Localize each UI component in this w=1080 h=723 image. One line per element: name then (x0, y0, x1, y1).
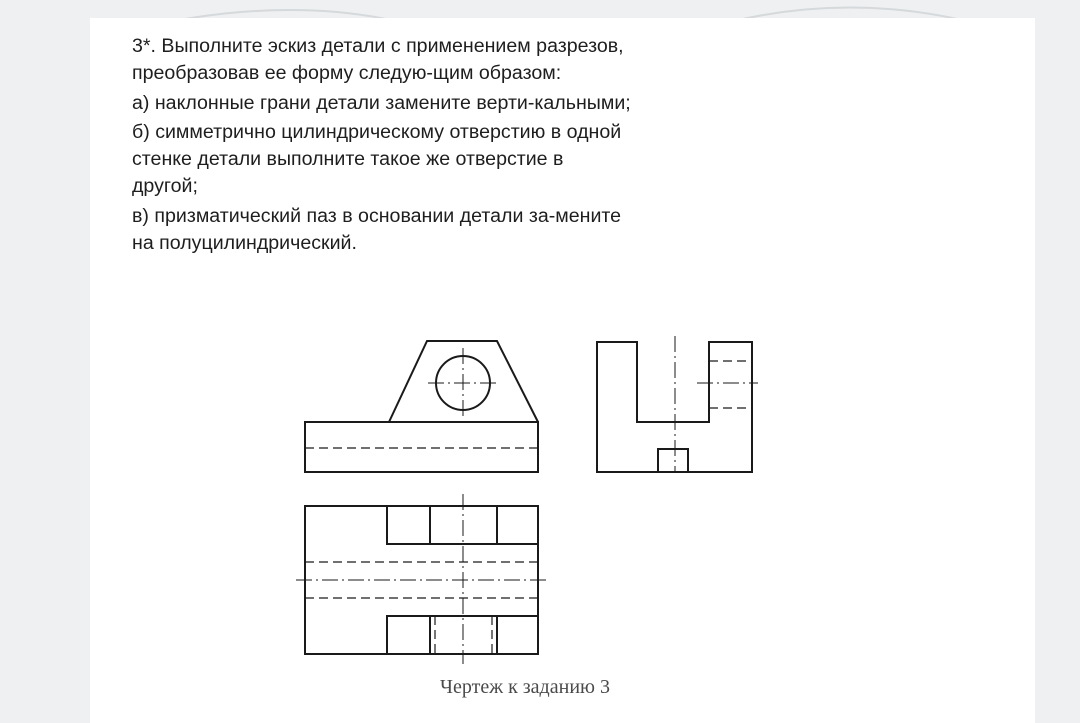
task-text (132, 33, 632, 256)
front-view (305, 341, 538, 472)
task-item-b: б) симметрично цилиндрическому отверстию в одной стенке детали выполните такое же отверстие в другой; (132, 121, 622, 197)
drawing-caption: Чертеж к заданию 3 (440, 676, 610, 698)
task-intro: 3*. Выполните эскиз детали с применением разрезов, преобразовав ее форму следую-щим образом: (132, 35, 624, 84)
task-item-a: а) наклонные грани детали замените верти-кальными; (132, 91, 631, 114)
technical-drawing (292, 334, 772, 664)
task-item-c: в) призматический паз в основании детали за-мените на полуцилиндрический. (132, 204, 622, 254)
